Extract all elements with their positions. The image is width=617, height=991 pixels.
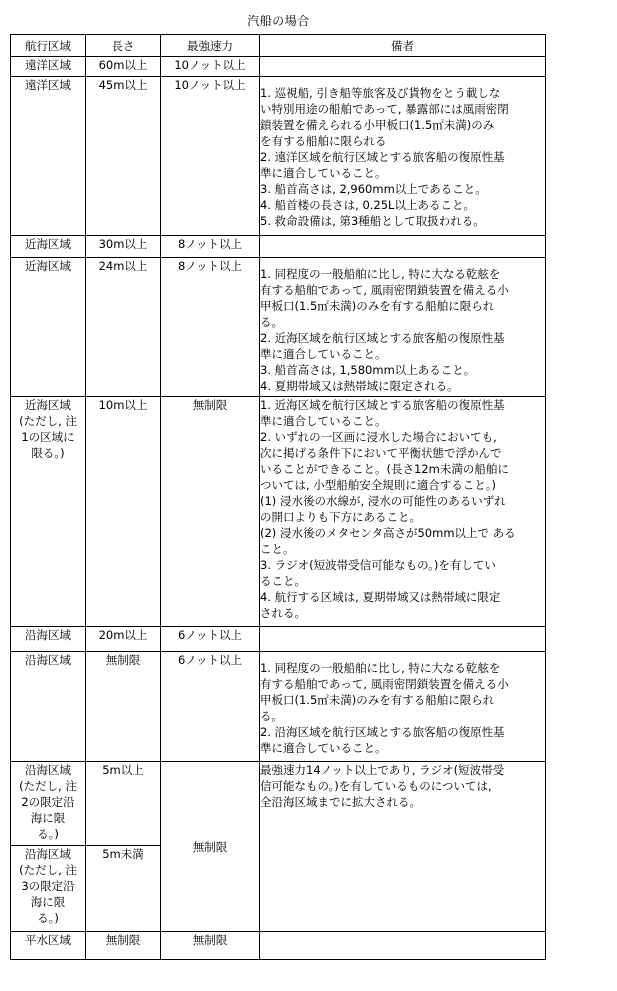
table-row — [11, 57, 546, 77]
speed-cell: 無制限 — [161, 397, 260, 627]
speed-cell: 6ノット以上 — [161, 627, 260, 652]
area-cell: 沿海区域 (ただし, 注 3の限定沿 海に限 る。) — [11, 846, 86, 932]
speed-cell: 10ノット以上 — [161, 77, 260, 236]
remarks-cell: 1. 近海区域を航行区域とする旅客船の復原性基 準に適合していること。 2. いずれの一区画に浸水した場合においても, 次に掲げる条件下において平衡状態で浮かんで いることができること。(長さ12m未満の船舶に ついては, 小型船舶安全規則に適合すること。) (1) 浸水後の水線が, 浸水の可能性のあるいずれ の開口よりも下方にあること。 (2) 浸水後のメタセンタ高さが50mm以上で ある こと。 3. ラジオ(短波帯受信可能なもの。)を有してい ること。 4. 航行する区域は, 夏期帯域又は熱帯域に限定 される。 — [260, 397, 546, 627]
remarks-cell: 最強速力14ノット以上であり, ラジオ(短波帯受 信可能なもの。)を有しているものについては, 全沿海区域までに拡大される。 — [260, 762, 546, 932]
table-row — [11, 258, 546, 397]
header-speed: 最強速力 — [161, 35, 260, 57]
table-row — [11, 932, 546, 960]
area-cell: 沿海区域 (ただし, 注 2の限定沿 海に限 る。) — [11, 762, 86, 846]
header-area: 航行区域 — [11, 35, 86, 57]
area-cell: 近海区域 — [11, 258, 86, 397]
remarks-cell: 1. 同程度の一般船舶に比し, 特に大なる乾舷を 有する船舶であって, 風雨密閉鎖装置を備える小 甲板口(1.5㎡未満)のみを有する船舶に限られ る。 2. 近海区域を航行区域とする旅客船の復原性基 準に適合していること。 3. 船首高さは, 1,580mm以上あること。 4. 夏期帯域又は熱帯域に限定される。 — [260, 258, 546, 397]
remarks-cell: 1. 巡視船, 引き船等旅客及び貨物をとう載しな い特別用途の船舶であって, 暴露部には風雨密閉 鎖装置を備えられる小甲板口(1.5㎡未満)のみ を有する船舶に限られる 2. 遠洋区域を航行区域とする旅客船の復原性基 準に適合していること。 3. 船首高さは, 2,960mm以上であること。 4. 船首楼の長さは, 0.25L以上あること。 5. 救命設備は, 第3種船として取扱われる。 — [260, 77, 546, 236]
remarks-cell — [260, 932, 546, 960]
remarks-cell — [260, 236, 546, 258]
table-row — [11, 652, 546, 762]
remarks-cell — [260, 57, 546, 77]
table-row — [11, 762, 546, 846]
area-cell: 遠洋区域 — [11, 57, 86, 77]
page-title: 汽船の場合 — [247, 14, 310, 28]
length-cell: 10m以上 — [86, 397, 161, 627]
length-cell: 無制限 — [86, 652, 161, 762]
speed-cell: 8ノット以上 — [161, 236, 260, 258]
speed-cell: 無制限 — [161, 762, 260, 932]
area-cell: 近海区域 (ただし, 注 1の区域に 限る。) — [11, 397, 86, 627]
speed-cell: 6ノット以上 — [161, 652, 260, 762]
length-cell: 30m以上 — [86, 236, 161, 258]
length-cell: 24m以上 — [86, 258, 161, 397]
area-cell: 遠洋区域 — [11, 77, 86, 236]
length-cell: 5m未満 — [86, 846, 161, 932]
remarks-cell — [260, 627, 546, 652]
area-cell: 沿海区域 — [11, 652, 86, 762]
remarks-cell: 1. 同程度の一般船舶に比し, 特に大なる乾舷を 有する船舶であって, 風雨密閉鎖装置を備える小 甲板口(1.5㎡未満)のみを有する船舶に限られ る。 2. 沿海区域を航行区域とする旅客船の復原性基 準に適合していること。 — [260, 652, 546, 762]
length-cell: 無制限 — [86, 932, 161, 960]
length-cell: 20m以上 — [86, 627, 161, 652]
regulation-table — [10, 34, 546, 960]
header-length: 長さ — [86, 35, 161, 57]
speed-cell: 8ノット以上 — [161, 258, 260, 397]
length-cell: 60m以上 — [86, 57, 161, 77]
table-row — [11, 397, 546, 627]
area-cell: 平水区域 — [11, 932, 86, 960]
speed-cell: 10ノット以上 — [161, 57, 260, 77]
table-row — [11, 236, 546, 258]
table-row — [11, 627, 546, 652]
length-cell: 45m以上 — [86, 77, 161, 236]
area-cell: 沿海区域 — [11, 627, 86, 652]
speed-cell: 無制限 — [161, 932, 260, 960]
table-row — [11, 77, 546, 236]
length-cell: 5m以上 — [86, 762, 161, 846]
header-remarks: 備者 — [260, 35, 546, 57]
table-header-row — [11, 35, 546, 57]
area-cell: 近海区域 — [11, 236, 86, 258]
